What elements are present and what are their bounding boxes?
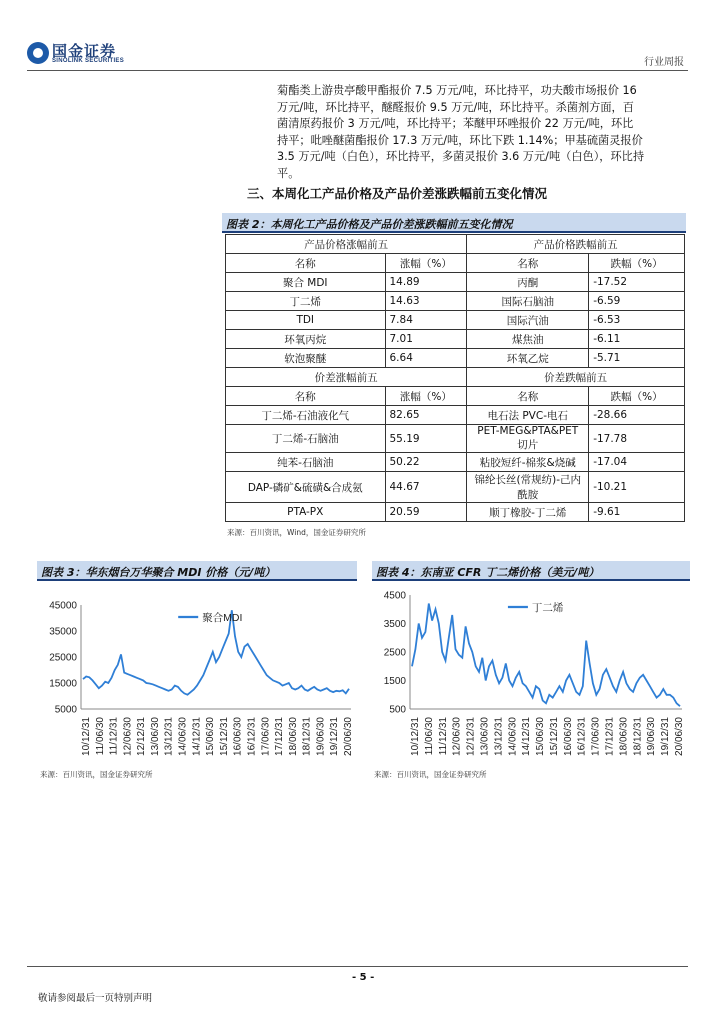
- col-name: 名称: [226, 254, 386, 273]
- cell: -5.71: [589, 349, 685, 368]
- x-tick-label: 19/12/31: [660, 717, 672, 756]
- cell: 丙酮: [467, 273, 589, 292]
- cell: 粘胶短纤-棉浆&烧碱: [467, 453, 589, 472]
- cell: 顺丁橡胶-丁二烯: [467, 503, 589, 522]
- butadiene-price-chart: [372, 583, 690, 767]
- cell: 6.64: [385, 349, 467, 368]
- col-fall: 跌幅（%）: [589, 387, 685, 406]
- cell: 55.19: [385, 425, 467, 453]
- x-tick-label: 17/06/30: [590, 717, 602, 756]
- col-rise: 涨幅（%）: [385, 387, 467, 406]
- chart4-title-bar: [372, 561, 690, 581]
- cell: -17.78: [589, 425, 685, 453]
- cell: -28.66: [589, 406, 685, 425]
- x-tick-label: 14/06/30: [507, 717, 519, 756]
- table-row: [226, 311, 685, 330]
- body-paragraph: [277, 83, 691, 183]
- col-name: 名称: [226, 387, 386, 406]
- x-tick-label: 17/12/31: [604, 717, 616, 756]
- price-up-header: 产品价格涨幅前五: [226, 235, 467, 254]
- x-tick-label: 15/06/30: [205, 717, 217, 756]
- cell: -6.59: [589, 292, 685, 311]
- x-tick-label: 11/12/31: [108, 717, 120, 756]
- table-col-header: [226, 254, 685, 273]
- chart3-title: 图表 3：华东烟台万华聚合 MDI 价格（元/吨）: [41, 566, 276, 579]
- cell: 环氧丙烷: [226, 330, 386, 349]
- x-tick-label: 11/06/30: [423, 717, 435, 756]
- logo-text-en: SINOLINK SECURITIES: [52, 58, 125, 64]
- cell: PTA-PX: [226, 503, 386, 522]
- cell: 丁二烯: [226, 292, 386, 311]
- cell: 锦纶长丝(常规纺)-己内酰胺: [467, 472, 589, 503]
- price-down-header: 产品价格跌幅前五: [467, 235, 685, 254]
- paragraph-line: 菌清原药报价 3 万元/吨，环比持平；苯醚甲环唑报价 22 万元/吨，环比: [277, 117, 634, 131]
- page-number: - 5 -: [352, 972, 375, 983]
- x-tick-label: 18/12/31: [632, 717, 644, 756]
- spread-up-header: 价差涨幅前五: [226, 368, 467, 387]
- x-tick-label: 20/06/30: [674, 717, 685, 756]
- x-tick-label: 14/06/30: [177, 717, 189, 756]
- cell: 国际汽油: [467, 311, 589, 330]
- x-tick-label: 15/12/31: [548, 717, 560, 756]
- chart4-source: 来源：百川资讯，国金证券研究所: [374, 770, 487, 779]
- x-tick-label: 15/12/31: [218, 717, 230, 756]
- x-tick-label: 13/06/30: [479, 717, 491, 756]
- header-divider: [27, 70, 688, 71]
- x-tick-label: 17/12/31: [274, 717, 286, 756]
- paragraph-line: 菊酯类上游贵亭酸甲酯报价 7.5 万元/吨，环比持平，功夫酸市场报价 16: [277, 84, 637, 97]
- cell: 14.89: [385, 273, 467, 292]
- table-title-bar: [222, 213, 686, 233]
- x-tick-label: 16/12/31: [576, 717, 588, 756]
- col-rise: 涨幅（%）: [385, 254, 467, 273]
- cell: 50.22: [385, 453, 467, 472]
- x-tick-label: 16/06/30: [232, 717, 244, 756]
- x-tick-label: 14/12/31: [521, 717, 533, 756]
- y-tick-label: 15000: [49, 678, 77, 690]
- x-tick-label: 12/06/30: [451, 717, 463, 756]
- cell: 7.01: [385, 330, 467, 349]
- x-tick-label: 15/06/30: [535, 717, 547, 756]
- paragraph-line: 持平；吡唑醚菌酯报价 17.3 万元/吨，环比下跌 1.14%；甲基硫菌灵报价: [277, 133, 643, 147]
- table-col-header: [226, 387, 685, 406]
- y-tick-label: 3500: [383, 619, 406, 630]
- cell: 纯苯-石脑油: [226, 453, 386, 472]
- x-tick-label: 12/12/31: [136, 717, 148, 756]
- col-name: 名称: [467, 254, 589, 273]
- x-tick-label: 16/06/30: [562, 717, 574, 756]
- cell: 82.65: [385, 406, 467, 425]
- cell: -6.53: [589, 311, 685, 330]
- x-tick-label: 11/06/30: [94, 717, 106, 756]
- y-tick-label: 45000: [49, 600, 77, 612]
- cell: 环氧乙烷: [467, 349, 589, 368]
- table-group-header: [226, 368, 685, 387]
- cell: -6.11: [589, 330, 685, 349]
- table-row: [226, 425, 685, 453]
- cell: -17.04: [589, 453, 685, 472]
- table-row: [226, 453, 685, 472]
- cell: 44.67: [385, 472, 467, 503]
- chart4-title: 图表 4：东南亚 CFR 丁二烯价格（美元/吨）: [376, 566, 600, 579]
- paragraph-line: 平。: [277, 166, 300, 180]
- x-tick-label: 13/12/31: [163, 717, 175, 756]
- x-tick-label: 10/12/31: [81, 717, 92, 756]
- y-tick-label: 35000: [49, 626, 77, 638]
- table-row: [226, 292, 685, 311]
- cell: 14.63: [385, 292, 467, 311]
- x-tick-label: 10/12/31: [410, 717, 421, 756]
- y-tick-label: 2500: [383, 647, 406, 659]
- section-title: 三、本周化工产品价格及产品价差涨跌幅前五变化情况: [247, 186, 548, 201]
- table-row: [226, 472, 685, 503]
- cell: -9.61: [589, 503, 685, 522]
- cell: DAP-磷矿&硫磺&合成氨: [226, 472, 386, 503]
- table-group-header: [226, 235, 685, 254]
- cell: 电石法 PVC-电石: [467, 406, 589, 425]
- x-tick-label: 17/06/30: [260, 717, 272, 756]
- table-row: [226, 273, 685, 292]
- y-tick-label: 5000: [54, 704, 77, 716]
- y-tick-label: 500: [389, 704, 406, 716]
- cell: 国际石脑油: [467, 292, 589, 311]
- table-row: [226, 330, 685, 349]
- x-tick-label: 13/12/31: [493, 717, 505, 756]
- table-source: 来源：百川资讯，Wind，国金证券研究所: [227, 528, 366, 537]
- x-tick-label: 18/06/30: [618, 717, 630, 756]
- paragraph-line: 万元/吨，环比持平，醚醛报价 9.5 万元/吨，环比持平。杀菌剂方面，百: [277, 100, 634, 114]
- col-fall: 跌幅（%）: [589, 254, 685, 273]
- footer-disclaimer: 敬请参阅最后一页特别声明: [38, 993, 153, 1004]
- y-tick-label: 25000: [49, 652, 77, 664]
- x-tick-label: 20/06/30: [343, 717, 354, 756]
- chart3-title-bar: [37, 561, 357, 581]
- mdi-price-chart: [37, 583, 357, 767]
- cell: 丁二烯-石油液化气: [226, 406, 386, 425]
- footer-divider: [27, 966, 688, 967]
- legend-label: 聚合MDI: [202, 612, 243, 624]
- table-row: [226, 406, 685, 425]
- series-line: [412, 604, 680, 707]
- table-title: 图表 2：本周化工产品价格及产品价差涨跌幅前五变化情况: [226, 218, 513, 231]
- x-tick-label: 18/06/30: [287, 717, 299, 756]
- x-tick-label: 16/12/31: [246, 717, 258, 756]
- x-tick-label: 18/12/31: [301, 717, 313, 756]
- cell: 20.59: [385, 503, 467, 522]
- cell: -10.21: [589, 472, 685, 503]
- table-row: [226, 503, 685, 522]
- cell: 软泡聚醚: [226, 349, 386, 368]
- chart3-source: 来源：百川资讯，国金证券研究所: [40, 770, 153, 779]
- cell: 7.84: [385, 311, 467, 330]
- report-type: 行业周报: [644, 57, 684, 68]
- legend-label: 丁二烯: [531, 602, 564, 614]
- spread-down-header: 价差跌幅前五: [467, 368, 685, 387]
- cell: TDI: [226, 311, 386, 330]
- col-name: 名称: [467, 387, 589, 406]
- cell: 煤焦油: [467, 330, 589, 349]
- x-tick-label: 12/12/31: [465, 717, 477, 756]
- x-tick-label: 19/06/30: [646, 717, 658, 756]
- x-tick-label: 14/12/31: [191, 717, 203, 756]
- cell: -17.52: [589, 273, 685, 292]
- x-tick-label: 19/06/30: [315, 717, 327, 756]
- y-tick-label: 4500: [383, 590, 406, 602]
- price-change-table: [225, 234, 685, 522]
- logo-text-cn: 国金证券: [52, 42, 117, 60]
- cell: 聚合 MDI: [226, 273, 386, 292]
- paragraph-line: 3.5 万元/吨（白色），环比持平，多菌灵报价 3.6 万元/吨（白色），环比持: [277, 150, 645, 164]
- cell: 丁二烯-石脑油: [226, 425, 386, 453]
- logo-icon: [27, 42, 49, 64]
- x-tick-label: 13/06/30: [149, 717, 161, 756]
- x-tick-label: 11/12/31: [437, 717, 449, 756]
- table-row: [226, 349, 685, 368]
- x-tick-label: 12/06/30: [122, 717, 134, 756]
- y-tick-label: 1500: [383, 676, 406, 687]
- cell: PET-MEG&PTA&PET 切片: [467, 425, 589, 453]
- x-tick-label: 19/12/31: [329, 717, 341, 756]
